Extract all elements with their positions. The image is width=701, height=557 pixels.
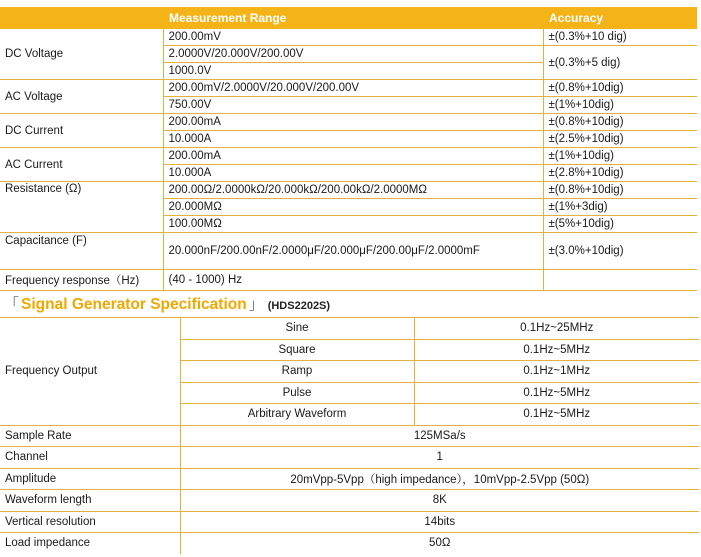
title-bracket-close: 」 xyxy=(248,296,264,313)
vertical-resolution-label: Vertical resolution xyxy=(0,511,180,533)
load-impedance-label: Load impedance xyxy=(0,533,180,554)
header-accuracy: Accuracy xyxy=(543,7,697,29)
resistance-label: Resistance (Ω) xyxy=(0,182,163,233)
amplitude-value: 20mVpp-5Vpp（high impedance），10mVpp-2.5Vpp (50Ω) xyxy=(180,468,699,490)
accuracy-cell xyxy=(543,270,697,291)
range-cell: 1000.0V xyxy=(163,63,543,80)
accuracy-cell: ±(0.8%+10dig) xyxy=(543,182,697,199)
table-row xyxy=(0,182,697,199)
multimeter-spec-table xyxy=(0,7,697,291)
range-cell: 750.00V xyxy=(163,97,543,114)
accuracy-cell: ±(0.8%+10dig) xyxy=(543,114,697,131)
range-cell: 200.00mA xyxy=(163,148,543,165)
model-label: (HDS2202S) xyxy=(267,300,331,312)
accuracy-cell: ±(2.5%+10dig) xyxy=(543,131,697,148)
sample-rate-value: 125MSa/s xyxy=(180,425,699,447)
header-blank xyxy=(0,7,163,29)
waveform-range: 0.1Hz~25MHz xyxy=(414,318,699,340)
frequency-response-label: Frequency response（Hz) xyxy=(0,270,163,291)
frequency-output-label: Frequency Output xyxy=(0,318,180,426)
table-row xyxy=(0,533,699,554)
waveform-name: Sine xyxy=(180,318,414,340)
header-measurement-range: Measurement Range xyxy=(163,7,543,29)
table-row xyxy=(0,318,699,340)
table-row xyxy=(0,490,699,512)
vertical-resolution-value: 14bits xyxy=(180,511,699,533)
accuracy-cell: ±(2.8%+10dig) xyxy=(543,165,697,182)
range-cell: 20.000MΩ xyxy=(163,199,543,216)
table-row xyxy=(0,511,699,533)
waveform-range: 0.1Hz~5MHz xyxy=(414,404,699,426)
waveform-name: Square xyxy=(180,339,414,361)
table-row xyxy=(0,447,699,469)
waveform-name: Pulse xyxy=(180,382,414,404)
dc-current-label: DC Current xyxy=(0,114,163,148)
table-row xyxy=(0,233,697,270)
waveform-length-value: 8K xyxy=(180,490,699,512)
waveform-range: 0.1Hz~5MHz xyxy=(414,382,699,404)
range-cell: 10.000A xyxy=(163,165,543,182)
accuracy-cell: ±(1%+10dig) xyxy=(543,148,697,165)
channel-value: 1 xyxy=(180,447,699,469)
ac-current-label: AC Current xyxy=(0,148,163,182)
waveform-range: 0.1Hz~5MHz xyxy=(414,339,699,361)
table-row xyxy=(0,468,699,490)
table-header-row xyxy=(0,7,697,29)
range-cell: 100.00MΩ xyxy=(163,216,543,233)
capacitance-label: Capacitance (F) xyxy=(0,233,163,270)
section-title xyxy=(4,293,330,317)
accuracy-cell: ±(0.3%+10 dig) xyxy=(543,29,697,46)
dc-voltage-label: DC Voltage xyxy=(0,29,163,80)
table-row xyxy=(0,425,699,447)
range-cell: 200.00Ω/2.0000kΩ/20.000kΩ/200.00kΩ/2.0000MΩ xyxy=(163,182,543,199)
table-row xyxy=(0,114,697,131)
range-cell: 20.000nF/200.00nF/2.0000μF/20.000μF/200.00μF/2.0000mF xyxy=(163,233,543,270)
range-cell: 2.0000V/20.000V/200.00V xyxy=(163,46,543,63)
range-cell: 200.00mV xyxy=(163,29,543,46)
amplitude-label: Amplitude xyxy=(0,468,180,490)
channel-label: Channel xyxy=(0,447,180,469)
signal-generator-title: Signal Generator Specification xyxy=(21,296,247,313)
accuracy-cell: ±(0.8%+10dig) xyxy=(543,80,697,97)
ac-voltage-label: AC Voltage xyxy=(0,80,163,114)
table-row xyxy=(0,270,697,291)
accuracy-cell: ±(3.0%+10dig) xyxy=(543,233,697,270)
waveform-range: 0.1Hz~1MHz xyxy=(414,361,699,383)
accuracy-cell: ±(0.3%+5 dig) xyxy=(543,46,697,80)
waveform-name: Ramp xyxy=(180,361,414,383)
table-row xyxy=(0,80,697,97)
load-impedance-value: 50Ω xyxy=(180,533,699,554)
accuracy-cell: ±(1%+3dig) xyxy=(543,199,697,216)
sample-rate-label: Sample Rate xyxy=(0,425,180,447)
range-cell: 200.00mA xyxy=(163,114,543,131)
accuracy-cell: ±(1%+10dig) xyxy=(543,97,697,114)
title-bracket-open: 「 xyxy=(4,296,20,313)
table-row xyxy=(0,29,697,46)
waveform-name: Arbitrary Waveform xyxy=(180,404,414,426)
table-row xyxy=(0,148,697,165)
range-cell: 200.00mV/2.0000V/20.000V/200.00V xyxy=(163,80,543,97)
range-cell: (40 - 1000) Hz xyxy=(163,270,543,291)
range-cell: 10.000A xyxy=(163,131,543,148)
accuracy-cell: ±(5%+10dig) xyxy=(543,216,697,233)
signal-generator-table xyxy=(0,317,699,554)
waveform-length-label: Waveform length xyxy=(0,490,180,512)
